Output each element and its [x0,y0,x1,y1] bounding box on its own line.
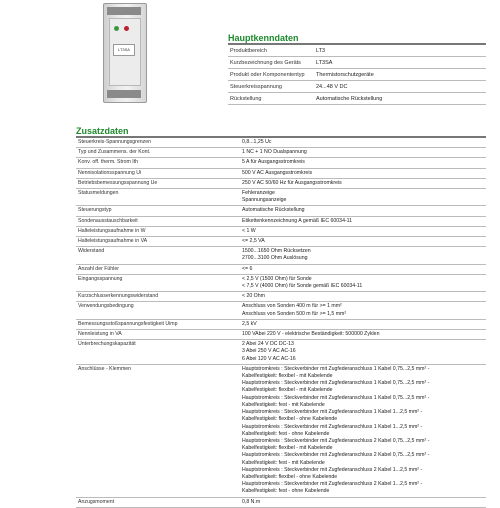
spec-key: Steuerungstyp [76,206,240,216]
spec-value-line: <= 2,5 VA [242,238,265,245]
table-row [228,81,486,93]
spec-value-line: < 1 W [242,227,256,234]
table-row [76,319,486,329]
table-row [76,148,486,158]
product-image [103,3,147,103]
spec-key: Halteleistungsaufnahme in VA [76,237,240,247]
spec-value-line: Kabelfestigkeit: fest - ohne Kabelende [242,488,330,495]
spec-value-line: Kabelfestigkeit: fest - mit Kabelende [242,401,325,408]
spec-value-line: Kabelfestigkeit: flexibel - mit Kabelende [242,445,333,452]
spec-key: Anzugsmoment [76,497,240,507]
spec-key: Steuerkreis-Spannungsgrenzen [76,137,240,148]
spec-value-line: 2,5 kV [242,320,257,327]
spec-value [240,158,486,168]
spec-value-line: Hauptstromkreis : Steckverbinder mit Zugfederanschluss 2 Kabel 1...2,5 mm² - [242,481,423,488]
spec-key: Produktbereich [228,44,314,57]
spec-value-line: Hauptstromkreis : Steckverbinder mit Zugfederanschluss 1 Kabel 0,75...2,5 mm² - [242,394,430,401]
table-row [76,237,486,247]
spec-value [240,497,486,507]
spec-value-line: Kabelfestigkeit: fest - ohne Kabelende [242,430,330,437]
table-row [76,168,486,178]
spec-key: Anzahl der Fühler [76,264,240,274]
spec-value-line: Hauptstromkreis : Steckverbinder mit Zugfederanschluss 1 Kabel 1...2,5 mm² - [242,409,423,416]
status-led-red-icon [124,26,129,31]
spec-value-line: < 20 Ohm [242,293,265,300]
spec-value-line: Hauptstromkreis : Steckverbinder mit Zugfederanschluss 2 Kabel 1...2,5 mm² - [242,466,423,473]
table-row [76,206,486,216]
spec-value [240,292,486,302]
spec-value-line: 2700...3100 Ohm Auslösung [242,255,308,262]
spec-value-line: 5 A für Ausgangsstromkreis [242,159,305,166]
spec-value-line: 2 Abei 24 V DC DC-13 [242,341,294,348]
spec-value: LT3 [314,44,486,57]
spec-value-line: Kabelfestigkeit: flexibel - ohne Kabelende [242,473,338,480]
table-row [228,93,486,105]
table-row [76,158,486,168]
spec-key: Kurzbezeichnung des Geräts [228,57,314,69]
spec-value [240,216,486,226]
spec-key: Nennleistung in VA [76,330,240,340]
device-label: LT3SA [113,44,135,56]
spec-value [240,237,486,247]
spec-value-line: Automatische Rückstellung [242,207,305,214]
hauptkenndaten-heading: Hauptkenndaten [228,33,299,43]
spec-value-line: Hauptstromkreis : Steckverbinder mit Zugfederanschluss 1 Kabel 1...2,5 mm² - [242,423,423,430]
spec-key: Verwendungsbedingung [76,302,240,319]
spec-value [240,302,486,319]
spec-value: 24...48 V DC [314,81,486,93]
spec-value-line: 3 Abei 250 V AC AC-16 [242,348,296,355]
spec-value [240,319,486,329]
spec-value-line: Kabelfestigkeit: fest - mit Kabelende [242,459,325,466]
spec-value-line: Kabelfestigkeit: flexibel - mit Kabelende [242,387,333,394]
spec-value-line: Etikettenkennzeichnung A gemäß IEC 60034-11 [242,217,353,224]
spec-key: Widerstand [76,247,240,264]
table-row [76,189,486,206]
spec-value-line: Fehleranzeige [242,190,275,197]
spec-key: Konv. off. therm. Strom Ith [76,158,240,168]
spec-value-line: 1 NC + 1 NO Dualspannung [242,149,307,156]
spec-value [240,137,486,148]
spec-value-line: Anschluss von Sonden 500 m für >= 1,5 mm² [242,310,347,317]
top-terminal-block [107,7,141,15]
spec-value-line: 0,8 N.m [242,498,261,505]
spec-value-line: Hauptstromkreis : Steckverbinder mit Zugfederanschluss 1 Kabel 0,75...2,5 mm² - [242,380,430,387]
table-row [76,264,486,274]
spec-value-line: Hauptstromkreis : Steckverbinder mit Zugfederanschluss 2 Kabel 0,75...2,5 mm² - [242,452,430,459]
spec-value-line: 500 V AC Ausgangsstromkreis [242,169,313,176]
spec-value-line: 6 Abei 120 V AC AC-16 [242,355,296,362]
spec-key: Nennisolationsspannung Ui [76,168,240,178]
table-row [76,340,486,365]
spec-value [240,340,486,365]
spec-value [240,274,486,291]
spec-key: Eingangsspannung [76,274,240,291]
table-row [76,226,486,236]
spec-key: Steuerkreisspannung [228,81,314,93]
table-row [76,292,486,302]
spec-value-line: 1500...1650 Ohm Rücksetzen [242,248,311,255]
zusatzdaten-heading: Zusatzdaten [76,126,129,136]
spec-key: Anschlüsse - Klemmen [76,364,240,497]
spec-key: Typ und Zusammens. der Kont. [76,148,240,158]
table-row [76,247,486,264]
hauptkenndaten-table [228,43,486,105]
spec-value-line: < 2,5 V (1500 Ohm) für Sonde [242,275,312,282]
spec-value [240,364,486,497]
spec-value [240,264,486,274]
spec-value: LT3SA [314,57,486,69]
spec-value [240,148,486,158]
spec-value-line: < 7,5 V (4000 Ohm) für Sonde gemäß IEC 60034-11 [242,283,363,290]
spec-value-line: Hauptstromkreis : Steckverbinder mit Zugfederanschluss 2 Kabel 0,75...2,5 mm² - [242,437,430,444]
table-row [76,216,486,226]
spec-value-line: Kabelfestigkeit: flexibel - mit Kabelende [242,373,333,380]
table-row [76,330,486,340]
spec-key: Statusmeldungen [76,189,240,206]
spec-key: Produkt oder Komponententyp [228,69,314,81]
table-row [76,137,486,148]
spec-key: Bemessungsstoßspannungsfestigkeit Uimp [76,319,240,329]
spec-value [240,247,486,264]
spec-key: Sondenausstauschbarkeit [76,216,240,226]
table-row [76,497,486,507]
spec-value: Thermistorschutzgeräte [314,69,486,81]
table-row [76,274,486,291]
spec-value [240,189,486,206]
spec-value-line: 250 V AC 50/60 Hz für Ausgangsstromkreis [242,179,342,186]
spec-value-line: Spannungsanzeige [242,197,287,204]
table-row [228,44,486,57]
spec-value-line: 0,8...1,25 Uc [242,139,272,145]
spec-value-line: 100 VAbei 220 V - elektrische Beständigkeit: 500000 Zyklen [242,331,380,338]
spec-value [240,226,486,236]
spec-value-line: Kabelfestigkeit: flexibel - ohne Kabelende [242,416,338,423]
table-row [76,302,486,319]
table-row [76,178,486,188]
spec-value [240,206,486,216]
spec-key: Betriebsbemessungsspannung Ue [76,178,240,188]
spec-key: Halteleistungsaufnahme in W [76,226,240,236]
spec-value [240,178,486,188]
status-led-green-icon [114,26,119,31]
spec-key: Unterbrechungskapazität [76,340,240,365]
spec-key: Kurzschlusserkennungswiderstand [76,292,240,302]
bottom-terminal-block [107,90,141,98]
spec-value-line: Hauptstromkreis : Steckverbinder mit Zugfederanschluss 1 Kabel 0,75...2,5 mm² - [242,365,430,372]
spec-value-line: <= 6 [242,265,253,272]
table-row [228,69,486,81]
spec-key: Rückstellung [228,93,314,105]
spec-value [240,330,486,340]
spec-value [240,168,486,178]
table-row [228,57,486,69]
zusatzdaten-table [76,136,486,508]
spec-value-line: Anschluss von Sonden 400 m für >= 1 mm² [242,303,342,310]
table-row [76,364,486,497]
spec-value: Automatische Rückstellung [314,93,486,105]
